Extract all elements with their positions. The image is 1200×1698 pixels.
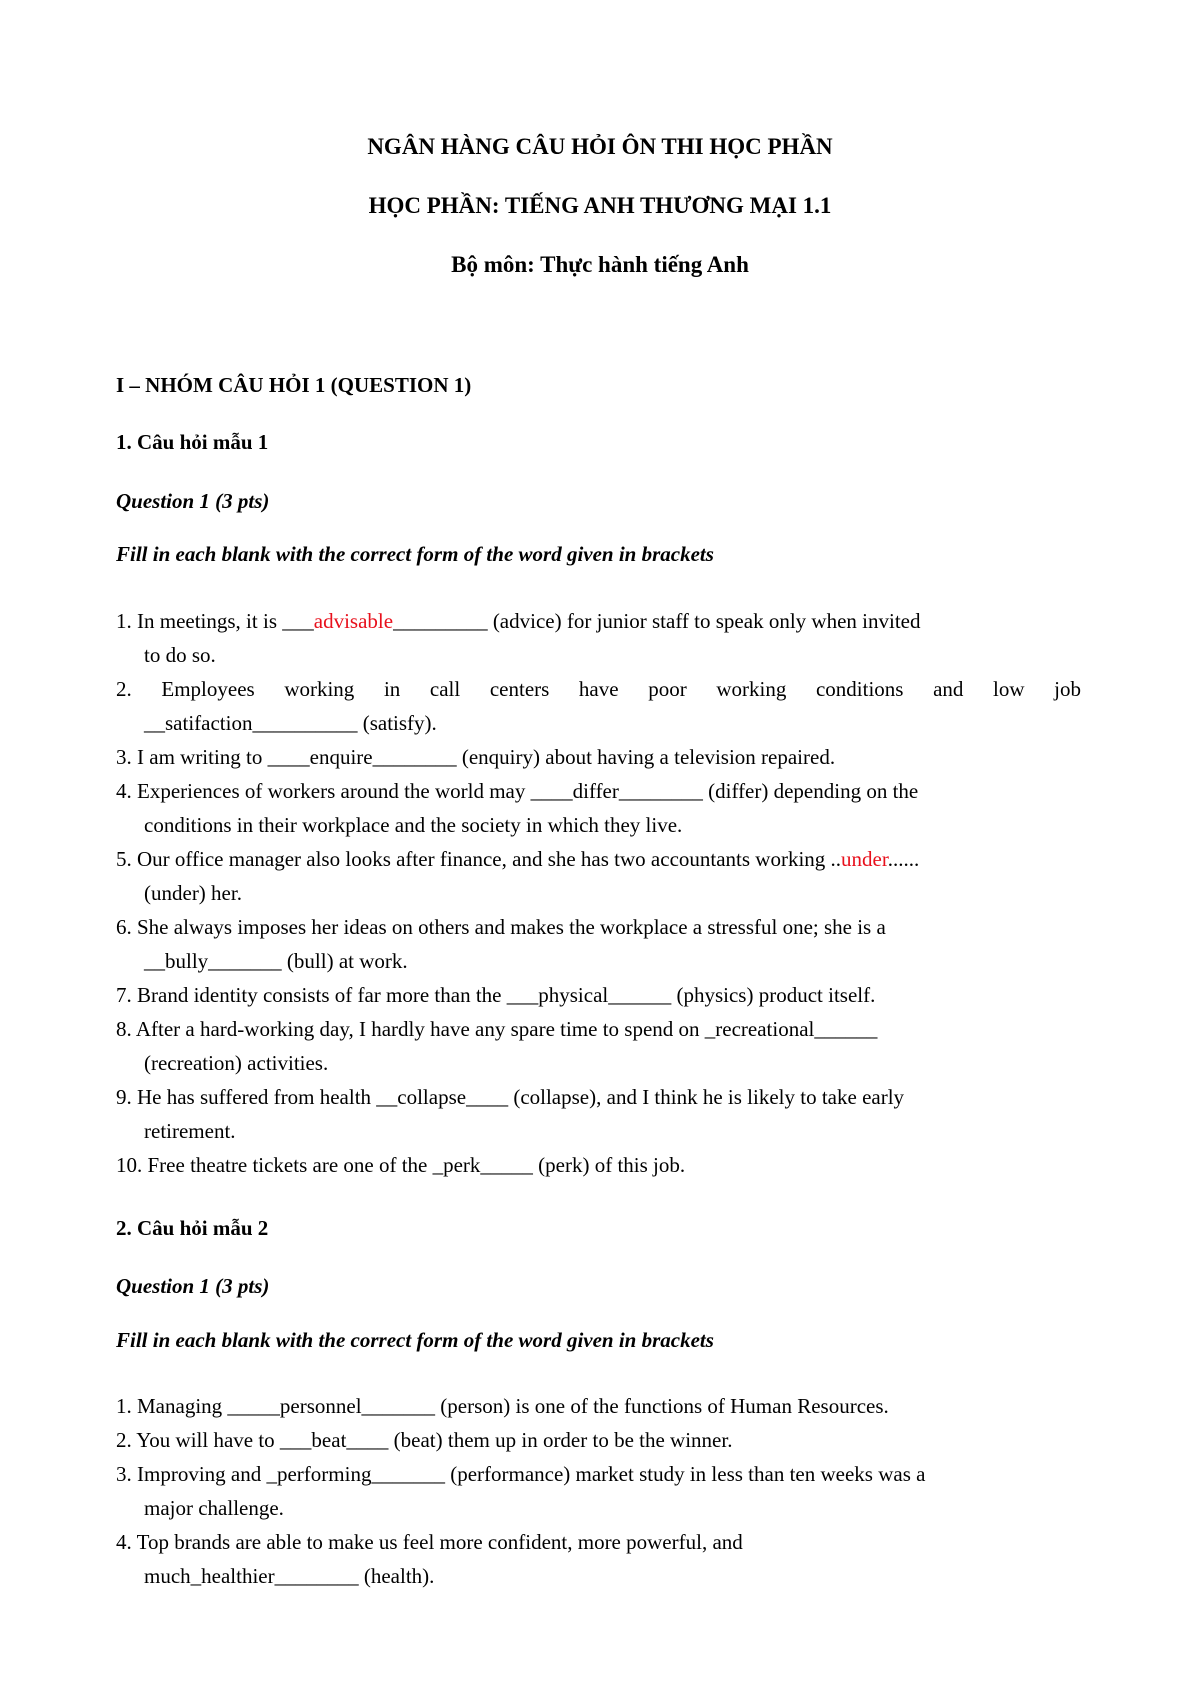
- sample2-question: Question 1 (3 pts): [116, 1274, 270, 1298]
- answer-text: advisable: [313, 609, 394, 633]
- sample1-item-9: 9. He has suffered from health __collapse____ (collapse), and I think he is likely to take early: [116, 1085, 905, 1109]
- sample1-item-4: 4. Experiences of workers around the world may ____differ________ (differ) depending on the: [116, 779, 919, 803]
- item-text: 5. Our office manager also looks after finance, and she has two accountants working ..: [116, 847, 842, 871]
- sample2-item-4-cont: much_healthier________ (health).: [144, 1564, 435, 1588]
- sample1-item-6-cont: __bully_______ (bull) at work.: [144, 949, 408, 973]
- sample1-item-8: 8. After a hard-working day, I hardly have any spare time to spend on _recreational______: [116, 1017, 878, 1041]
- sample2-instruction: Fill in each blank with the correct form of the word given in brackets: [116, 1328, 714, 1352]
- answer-text: under: [841, 847, 888, 871]
- sample2-item-3-cont: major challenge.: [144, 1496, 284, 1520]
- doc-title-line1: NGÂN HÀNG CÂU HỎI ÔN THI HỌC PHẦN: [367, 134, 833, 159]
- sample1-item-8-cont: (recreation) activities.: [144, 1051, 329, 1075]
- sample1-item-7: 7. Brand identity consists of far more than the ___physical______ (physics) product itself.: [116, 983, 876, 1007]
- sample1-item-2-cont: __satifaction__________ (satisfy).: [144, 711, 437, 735]
- sample1-item-4-cont: conditions in their workplace and the society in which they live.: [144, 813, 683, 837]
- item-text: _________ (advice) for junior staff to speak only when invited: [393, 609, 921, 633]
- sample1-item-9-cont: retirement.: [144, 1119, 236, 1143]
- sample1-item-2: 2. Employees working in call centers have poor working conditions and low job: [116, 677, 1081, 701]
- sample2-item-4: 4. Top brands are able to make us feel more confident, more powerful, and: [116, 1530, 743, 1554]
- section-title: I – NHÓM CÂU HỎI 1 (QUESTION 1): [116, 373, 472, 397]
- sample1-question: Question 1 (3 pts): [116, 489, 270, 513]
- item-text: ......: [887, 847, 920, 871]
- sample2-item-3: 3. Improving and _performing_______ (performance) market study in less than ten weeks was a: [116, 1462, 926, 1486]
- sample1-heading: 1. Câu hỏi mẫu 1: [116, 430, 269, 454]
- sample1-item-3: 3. I am writing to ____enquire________ (enquiry) about having a television repaired.: [116, 745, 836, 769]
- sample1-item-10: 10. Free theatre tickets are one of the _perk_____ (perk) of this job.: [116, 1153, 686, 1177]
- sample2-item-1: 1. Managing _____personnel_______ (person) is one of the functions of Human Resources.: [116, 1394, 889, 1418]
- item-text: 1. In meetings, it is ___: [116, 609, 314, 633]
- sample1-item-1-cont: to do so.: [144, 643, 216, 667]
- sample1-item-1: [116, 609, 920, 633]
- doc-title-line2: HỌC PHẦN: TIẾNG ANH THƯƠNG MẠI 1.1: [368, 193, 832, 218]
- sample2-heading: 2. Câu hỏi mẫu 2: [116, 1216, 269, 1240]
- sample1-item-6: 6. She always imposes her ideas on others and makes the workplace a stressful one; she is a: [116, 915, 886, 939]
- sample1-item-5: [116, 847, 919, 871]
- sample1-item-5-cont: (under) her.: [144, 881, 242, 905]
- sample2-item-2: 2. You will have to ___beat____ (beat) them up in order to be the winner.: [116, 1428, 733, 1452]
- doc-title-line3: Bộ môn: Thực hành tiếng Anh: [451, 252, 749, 277]
- sample1-instruction: Fill in each blank with the correct form of the word given in brackets: [116, 542, 714, 566]
